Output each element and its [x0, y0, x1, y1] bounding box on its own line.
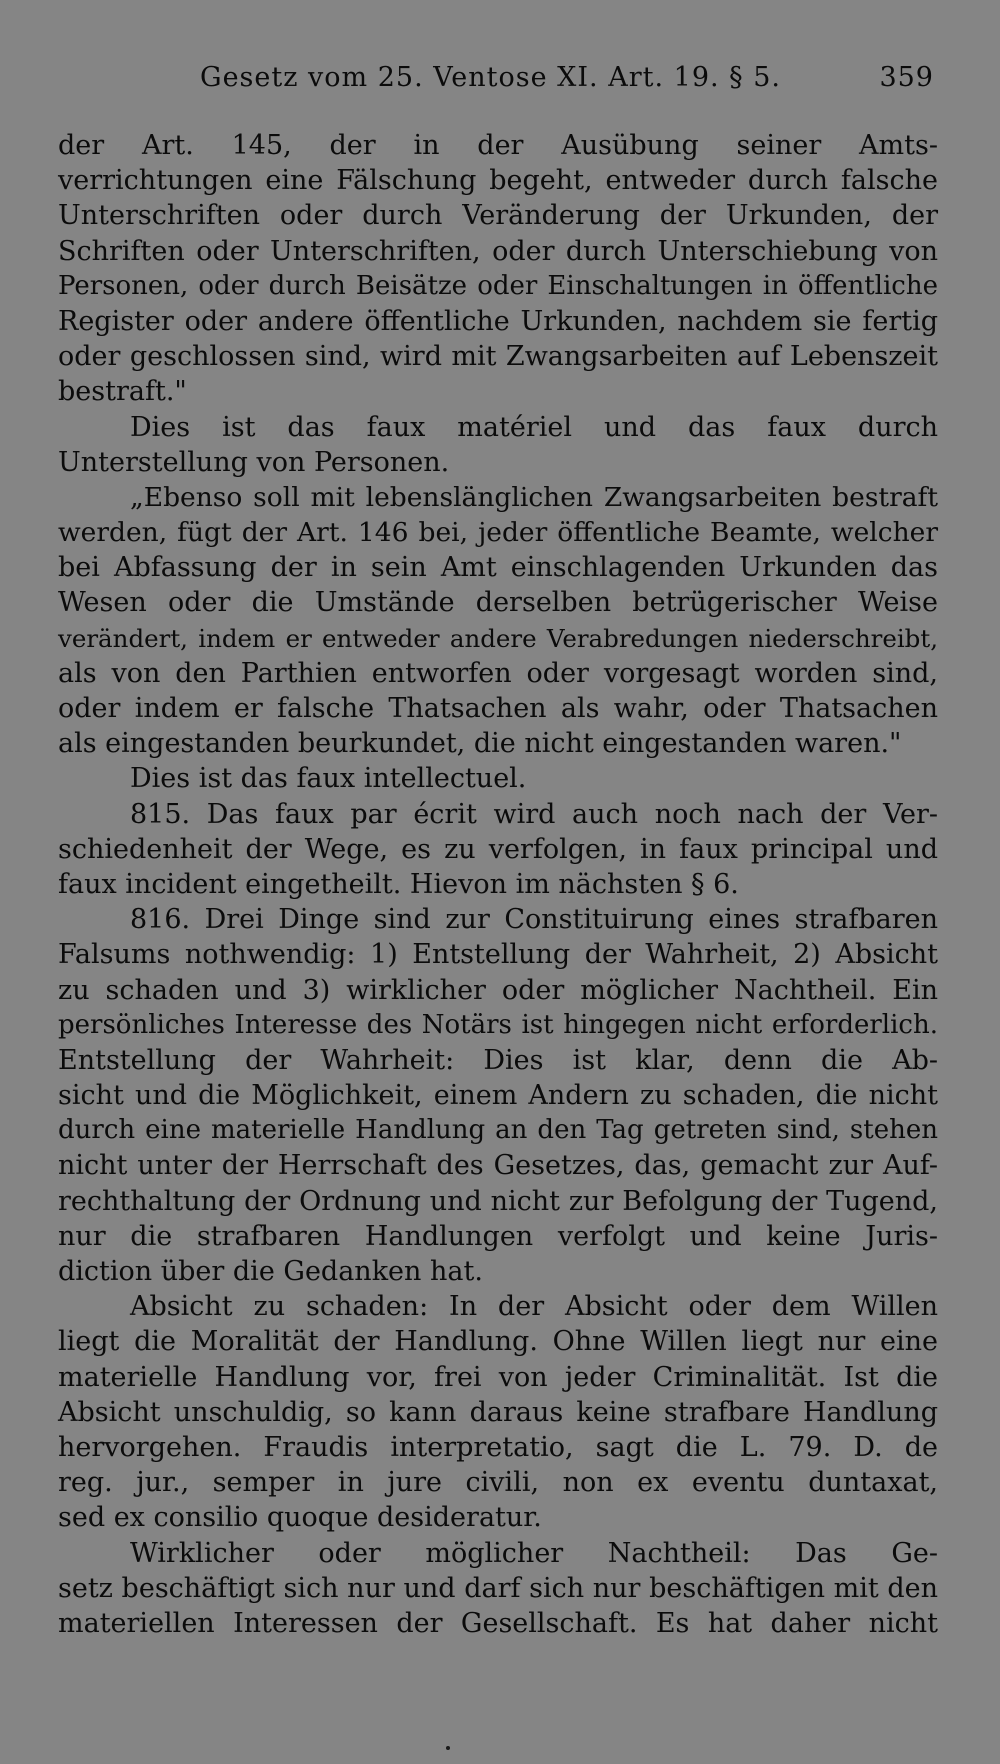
text-line: Entstellung der Wahrheit: Dies ist klar, denn die Ab-: [58, 1044, 938, 1076]
text-line: der Art. 145, der in der Ausübung seiner Amts-: [58, 130, 938, 161]
text-line: Schriften oder Unterschriften, oder durch Unterschiebung von: [58, 235, 938, 267]
text-line: rechthaltung der Ordnung und nicht zur Befolgung der Tugend,: [58, 1185, 938, 1217]
text-line: hervorgehen. Fraudis interpretatio, sagt die L. 79. D. de: [58, 1431, 938, 1463]
text-line: schiedenheit der Wege, es zu verfolgen, in faux principal und: [58, 833, 938, 865]
text-line: verrichtungen eine Fälschung begeht, entweder durch falsche: [58, 165, 938, 197]
running-title: Gesetz vom 25. Ventose XI. Art. 19. § 5.: [200, 62, 782, 93]
text-line: Absicht zu schaden: In der Absicht oder dem Willen: [130, 1291, 938, 1323]
text-line: als eingestanden beurkundet, die nicht eingestanden waren.": [58, 728, 902, 760]
text-line: materiellen Interessen der Gesellschaft. Es hat daher nicht: [58, 1607, 938, 1639]
text-line: Absicht unschuldig, so kann daraus keine strafbare Handlung: [58, 1396, 938, 1428]
text-line: faux incident eingetheilt. Hievon im nächsten § 6.: [58, 868, 739, 900]
text-line: bestraft.": [58, 376, 187, 408]
text-line: werden, fügt der Art. 146 bei, jeder öffentliche Beamte, welcher: [58, 517, 938, 549]
page-number: 359: [879, 62, 934, 93]
text-line: nicht unter der Herrschaft des Gesetzes, das, gemacht zur Auf-: [58, 1150, 938, 1182]
text-line: Unterstellung von Personen.: [58, 446, 450, 478]
text-line: sed ex consilio quoque desideratur.: [58, 1502, 542, 1534]
text-line: setz beschäftigt sich nur und darf sich nur beschäftigen mit den: [58, 1572, 938, 1604]
text-line: als von den Parthien entworfen oder vorgesagt worden sind,: [58, 657, 938, 689]
text-line: oder geschlossen sind, wird mit Zwangsarbeiten auf Lebenszeit: [58, 341, 938, 373]
text-line: Falsums nothwendig: 1) Entstellung der Wahrheit, 2) Absicht: [58, 939, 938, 971]
page-header: [200, 58, 940, 108]
text-line: 816. Drei Dinge sind zur Constituirung eines strafbaren: [130, 904, 938, 936]
text-line: diction über die Gedanken hat.: [58, 1256, 483, 1287]
text-line: 815. Das faux par écrit wird auch noch nach der Ver-: [130, 798, 938, 830]
text-line: nur die strafbaren Handlungen verfolgt und keine Juris-: [58, 1220, 938, 1252]
text-line: bei Abfassung der in sein Amt einschlagenden Urkunden das: [58, 552, 938, 584]
text-line: reg. jur., semper in jure civili, non ex eventu duntaxat,: [58, 1467, 938, 1499]
body-text: [58, 128, 938, 1641]
page-dot-mark: [446, 1746, 450, 1750]
text-line: Wesen oder die Umstände derselben betrügerischer Weise: [58, 587, 938, 619]
text-line: materielle Handlung vor, frei von jeder Criminalität. Ist die: [58, 1361, 938, 1393]
text-line: verändert, indem er entweder andere Verabredungen niederschreibt,: [58, 623, 938, 653]
text-line: liegt die Moralität der Handlung. Ohne Willen liegt nur eine: [58, 1326, 938, 1358]
text-line: sicht und die Möglichkeit, einem Andern zu schaden, die nicht: [58, 1080, 938, 1112]
text-line: Dies ist das faux intellectuel.: [130, 763, 527, 795]
text-line: Unterschriften oder durch Veränderung der Urkunden, der: [58, 200, 938, 232]
text-line: „Ebenso soll mit lebenslänglichen Zwangsarbeiten bestraft: [130, 481, 938, 513]
text-line: Wirklicher oder möglicher Nachtheil: Das Ge-: [130, 1537, 938, 1569]
text-line: persönliches Interesse des Notärs ist hingegen nicht erforderlich.: [58, 1009, 938, 1040]
text-line: Register oder andere öffentliche Urkunden, nachdem sie fertig: [58, 305, 938, 337]
text-line: Personen, oder durch Beisätze oder Einschaltungen in öffentliche: [58, 270, 938, 301]
text-line: durch eine materielle Handlung an den Tag getreten sind, stehen: [58, 1115, 938, 1146]
text-line: Dies ist das faux matériel und das faux durch: [130, 411, 938, 443]
text-line: zu schaden und 3) wirklicher oder möglicher Nachtheil. Ein: [58, 974, 938, 1006]
text-line: oder indem er falsche Thatsachen als wahr, oder Thatsachen: [58, 693, 938, 724]
